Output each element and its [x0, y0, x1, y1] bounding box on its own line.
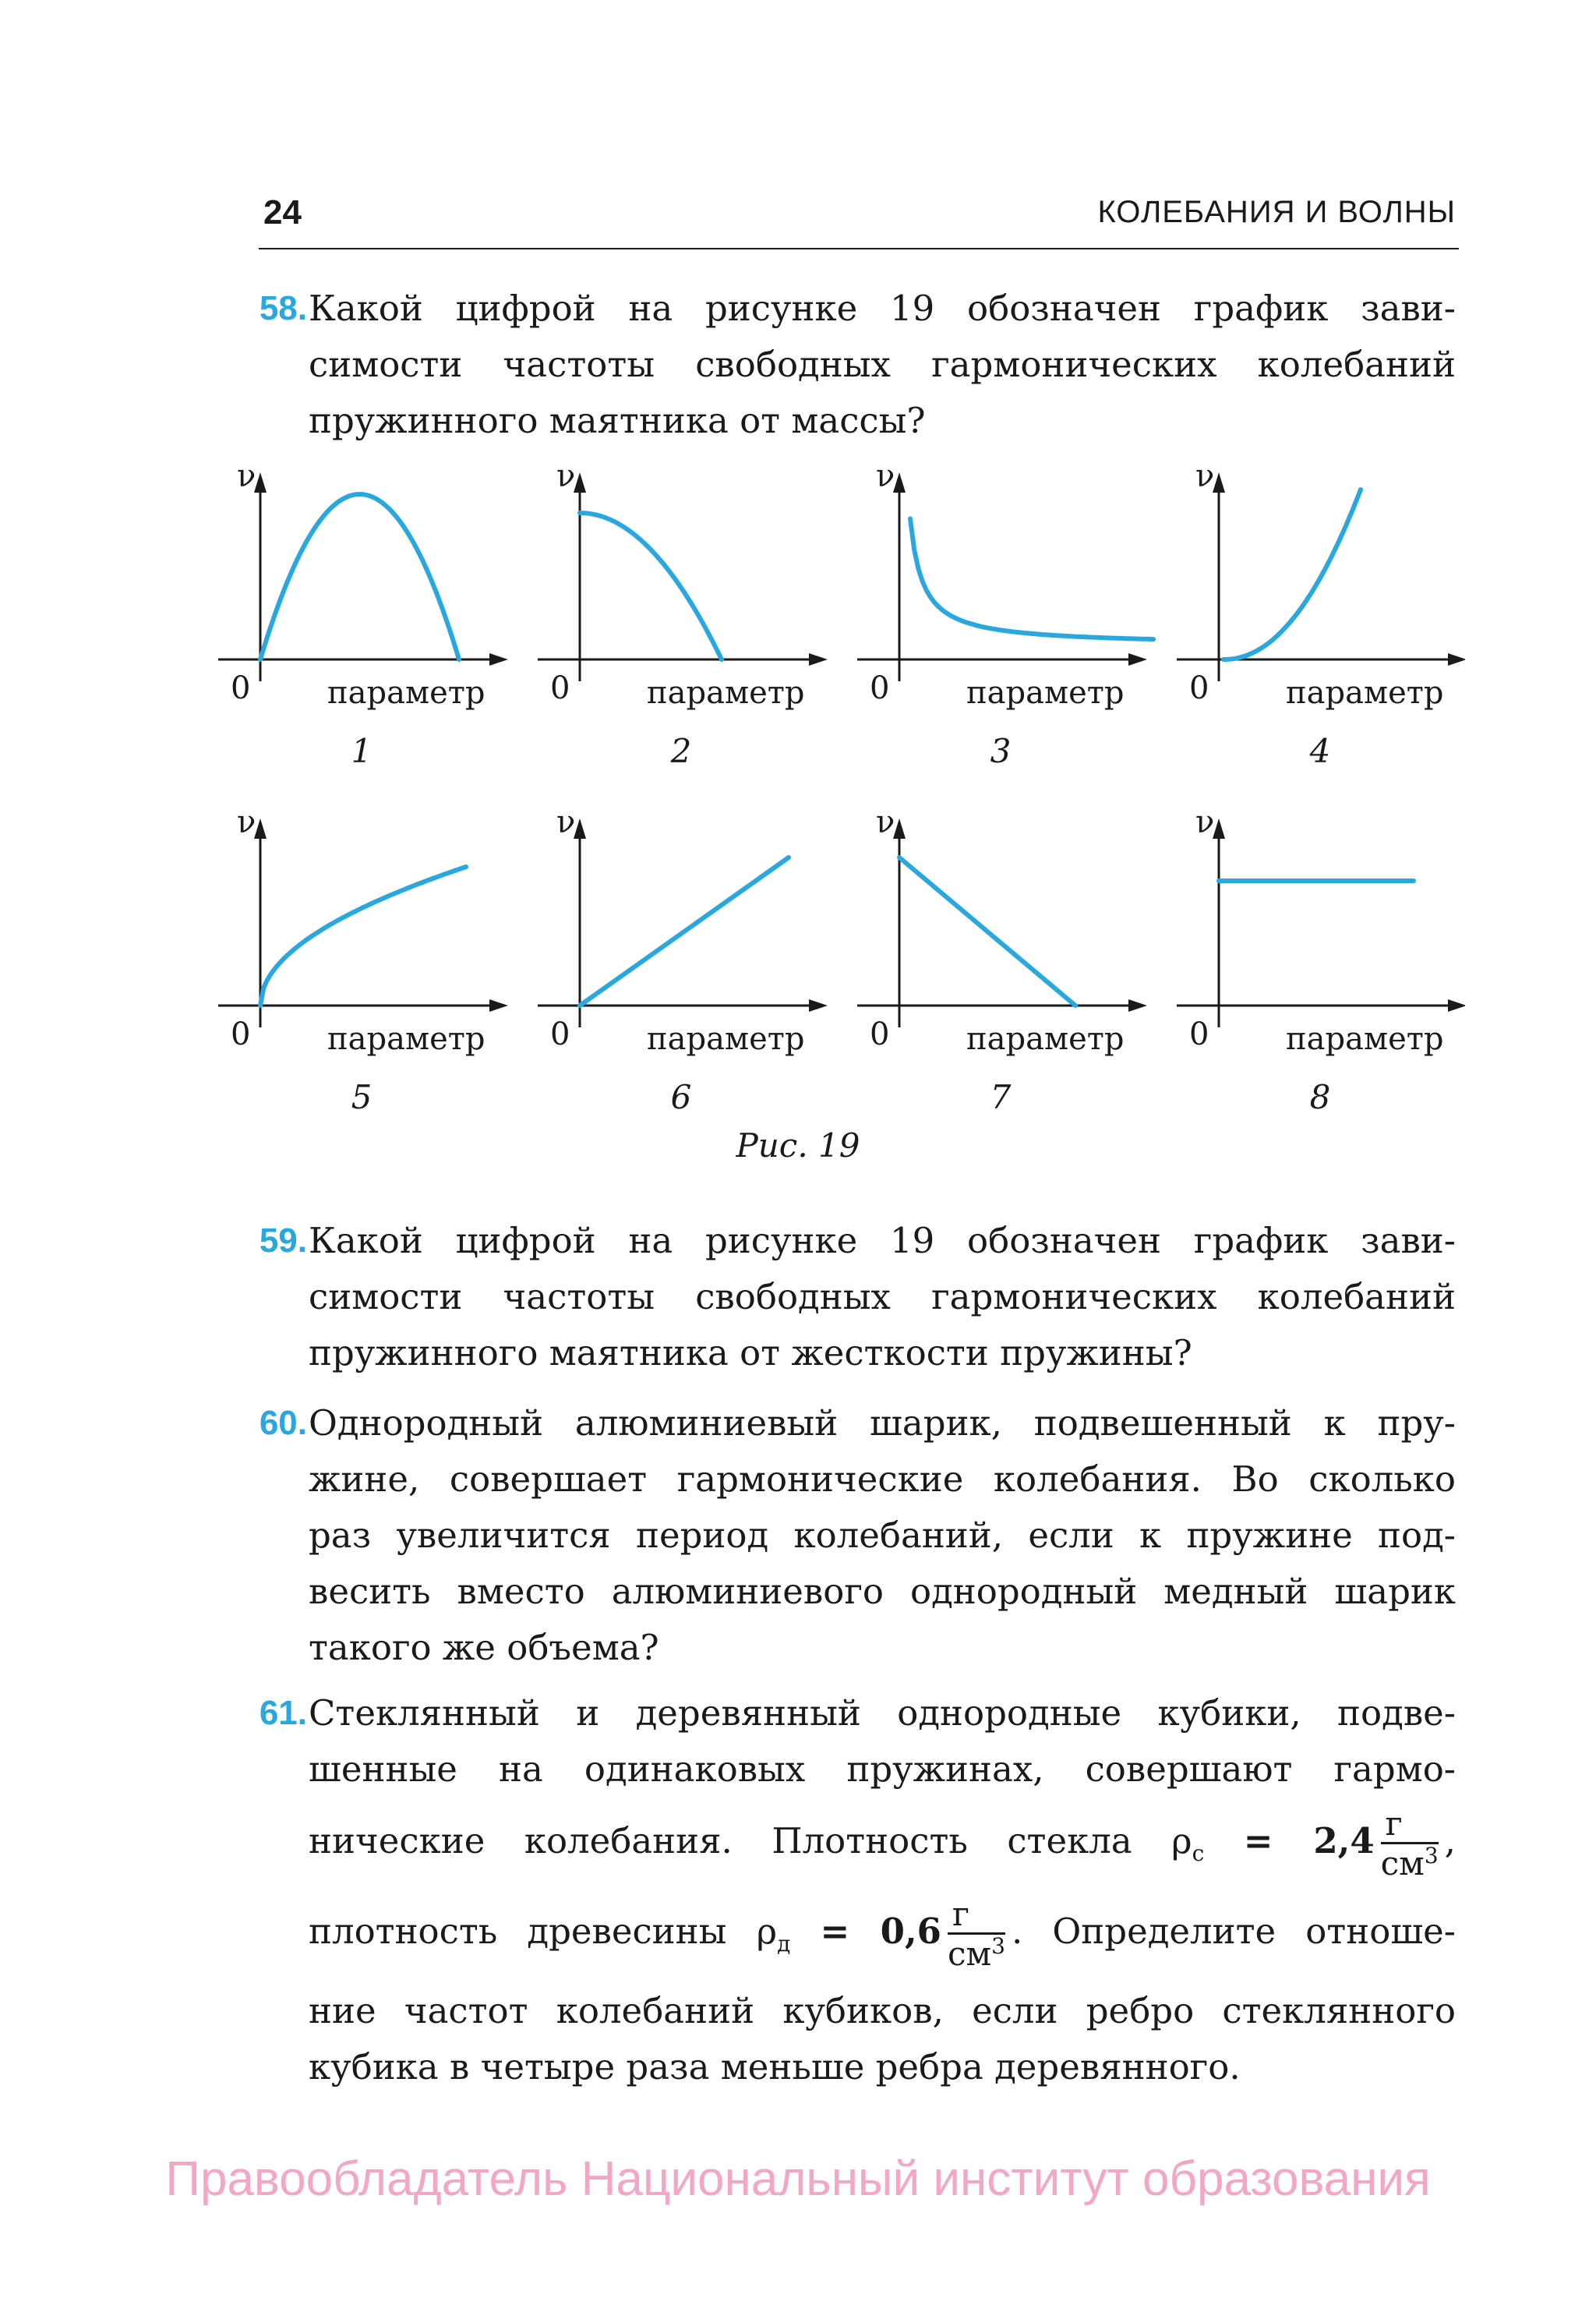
x-axis-label: параметр — [966, 1021, 1125, 1057]
problem-line: такого же объема? — [309, 1627, 659, 1668]
problem-line: весить вместо алюминиевого однородный медный шарик — [309, 1571, 1456, 1612]
problem-59 — [240, 1213, 1456, 1381]
problem-text — [309, 281, 1456, 449]
y-axis-arrow-icon — [574, 472, 586, 493]
section-title: КОЛЕБАНИЯ И ВОЛНЫ — [1097, 195, 1456, 229]
x-axis-arrow-icon — [489, 653, 508, 666]
problem-line-with-formula — [309, 1893, 1456, 1983]
problem-line: Стеклянный и деревянный однородные кубики, подве- — [309, 1692, 1456, 1734]
page-number: 24 — [263, 193, 302, 232]
x-axis-label: параметр — [1286, 1021, 1444, 1057]
origin-label: 0 — [550, 670, 570, 706]
graph-3 — [857, 460, 1153, 711]
graph-curve — [260, 494, 459, 659]
unit-fraction — [948, 1897, 1005, 1971]
y-axis-label: ν — [237, 460, 256, 494]
rho-glass — [1171, 1820, 1205, 1866]
origin-label: 0 — [550, 1016, 570, 1052]
graph-number: 7 — [990, 1078, 1012, 1116]
unit-base: см — [1380, 1844, 1425, 1882]
graph-curve — [580, 513, 722, 659]
rho-symbol: ρ — [756, 1911, 778, 1952]
problem-line-with-formula — [309, 1802, 1456, 1893]
header-rule — [259, 248, 1459, 249]
unit-fraction — [1381, 1807, 1439, 1880]
text-fragment: . Определите отноше- — [1011, 1911, 1457, 1952]
unit-numerator: г — [948, 1897, 1005, 1934]
text-fragment: нические колебания. Плотность стекла — [309, 1820, 1132, 1861]
graph-8 — [1177, 804, 1465, 1057]
text-fragment: , — [1444, 1820, 1456, 1861]
problem-58 — [240, 281, 1456, 449]
problem-line: симости частоты свободных гармонических колебаний — [309, 344, 1456, 385]
unit-denominator — [1381, 1844, 1439, 1881]
origin-label: 0 — [231, 670, 251, 706]
origin-label: 0 — [231, 1016, 251, 1052]
problem-line: ние частот колебаний кубиков, если ребро стеклянного — [309, 1990, 1456, 2031]
problem-line: Какой цифрой на рисунке 19 обозначен график зави- — [309, 288, 1456, 329]
x-axis-arrow-icon — [1448, 653, 1465, 666]
y-axis-arrow-icon — [1213, 472, 1225, 493]
x-axis-arrow-icon — [489, 999, 508, 1012]
x-axis-label: параметр — [327, 675, 486, 711]
y-axis-label: ν — [876, 804, 895, 840]
y-axis-label: ν — [1195, 460, 1215, 494]
rho-subscript: д — [777, 1931, 791, 1957]
y-axis-label: ν — [556, 804, 576, 840]
origin-label: 0 — [1189, 1016, 1209, 1052]
graph-curve — [910, 519, 1153, 640]
x-axis-label: параметр — [647, 1021, 805, 1057]
unit-power: 3 — [1424, 1842, 1439, 1868]
rho-wood-value: = 0,6 — [820, 1911, 941, 1952]
rho-subscript: с — [1192, 1840, 1205, 1866]
problem-line: жине, совершает гармонические колебания. Во сколько — [309, 1458, 1456, 1500]
problem-line: кубика в четыре раза меньше ребра деревянного. — [309, 2046, 1241, 2088]
y-axis-label: ν — [556, 460, 576, 494]
figure-caption: Рис. 19 — [736, 1126, 860, 1165]
graph-number: 8 — [1309, 1078, 1331, 1116]
graph-curve — [899, 857, 1075, 1006]
graph-2 — [538, 460, 828, 711]
origin-label: 0 — [870, 1016, 890, 1052]
graph-number: 1 — [351, 732, 373, 770]
watermark: Правообладатель Национальный институт образования — [165, 2152, 1431, 2206]
x-axis-label: параметр — [327, 1021, 486, 1057]
rho-glass-value: = 2,4 — [1243, 1820, 1375, 1861]
figure-19 — [203, 460, 1465, 1185]
x-axis-label: параметр — [1286, 675, 1444, 711]
graph-6 — [538, 804, 828, 1057]
problem-line: шенные на одинаковых пружинах, совершают гармо- — [309, 1748, 1456, 1790]
problem-60 — [240, 1395, 1456, 1676]
problem-line: симости частоты свободных гармонических колебаний — [309, 1276, 1456, 1317]
x-axis-arrow-icon — [1128, 999, 1147, 1012]
y-axis-arrow-icon — [574, 818, 586, 839]
graph-1 — [218, 460, 508, 711]
y-axis-label: ν — [876, 460, 895, 494]
graph-number: 2 — [670, 732, 692, 770]
problem-text — [309, 1395, 1456, 1676]
graph-curve — [580, 857, 789, 1006]
problem-number: 58. — [259, 289, 307, 327]
problem-61 — [240, 1685, 1456, 2095]
x-axis-label: параметр — [966, 675, 1125, 711]
figure-graphs — [203, 460, 1465, 1185]
unit-denominator — [947, 1932, 1005, 1973]
problem-line: Какой цифрой на рисунке 19 обозначен график зави- — [309, 1220, 1456, 1261]
y-axis-arrow-icon — [254, 818, 267, 839]
x-axis-arrow-icon — [809, 999, 828, 1012]
problem-text — [309, 1213, 1456, 1381]
y-axis-arrow-icon — [893, 818, 906, 839]
problem-line: пружинного маятника от массы? — [309, 400, 926, 441]
rho-symbol: ρ — [1171, 1820, 1192, 1861]
unit-base: см — [947, 1934, 992, 1973]
y-axis-arrow-icon — [254, 472, 267, 493]
graph-number: 3 — [990, 732, 1012, 770]
x-axis-arrow-icon — [1128, 653, 1147, 666]
y-axis-label: ν — [1195, 804, 1215, 840]
graph-number: 5 — [351, 1078, 373, 1116]
graph-number: 4 — [1309, 732, 1331, 770]
problem-line: пружинного маятника от жесткости пружины? — [309, 1332, 1192, 1373]
graph-number: 6 — [670, 1078, 692, 1116]
problem-number: 61. — [259, 1694, 307, 1732]
graph-7 — [857, 804, 1147, 1057]
y-axis-label: ν — [237, 804, 256, 840]
graph-5 — [218, 804, 508, 1057]
graph-4 — [1177, 460, 1465, 711]
problem-line: Однородный алюминиевый шарик, подвешенный к пру- — [309, 1402, 1456, 1444]
text-fragment: плотность древесины — [309, 1911, 727, 1952]
problem-number: 59. — [259, 1221, 307, 1260]
y-axis-arrow-icon — [1213, 818, 1225, 839]
problem-number: 60. — [259, 1404, 307, 1442]
problem-line: раз увеличится период колебаний, если к пружине под- — [309, 1515, 1456, 1556]
x-axis-label: параметр — [647, 675, 805, 711]
origin-label: 0 — [870, 670, 890, 706]
x-axis-arrow-icon — [809, 653, 828, 666]
origin-label: 0 — [1189, 670, 1209, 706]
rho-wood — [756, 1911, 791, 1957]
graph-curve — [260, 867, 466, 1006]
problem-text — [309, 1685, 1456, 2095]
unit-numerator: г — [1381, 1807, 1439, 1844]
x-axis-arrow-icon — [1448, 999, 1465, 1012]
graph-curve — [1223, 490, 1361, 659]
unit-power: 3 — [991, 1932, 1005, 1959]
y-axis-arrow-icon — [893, 472, 906, 493]
